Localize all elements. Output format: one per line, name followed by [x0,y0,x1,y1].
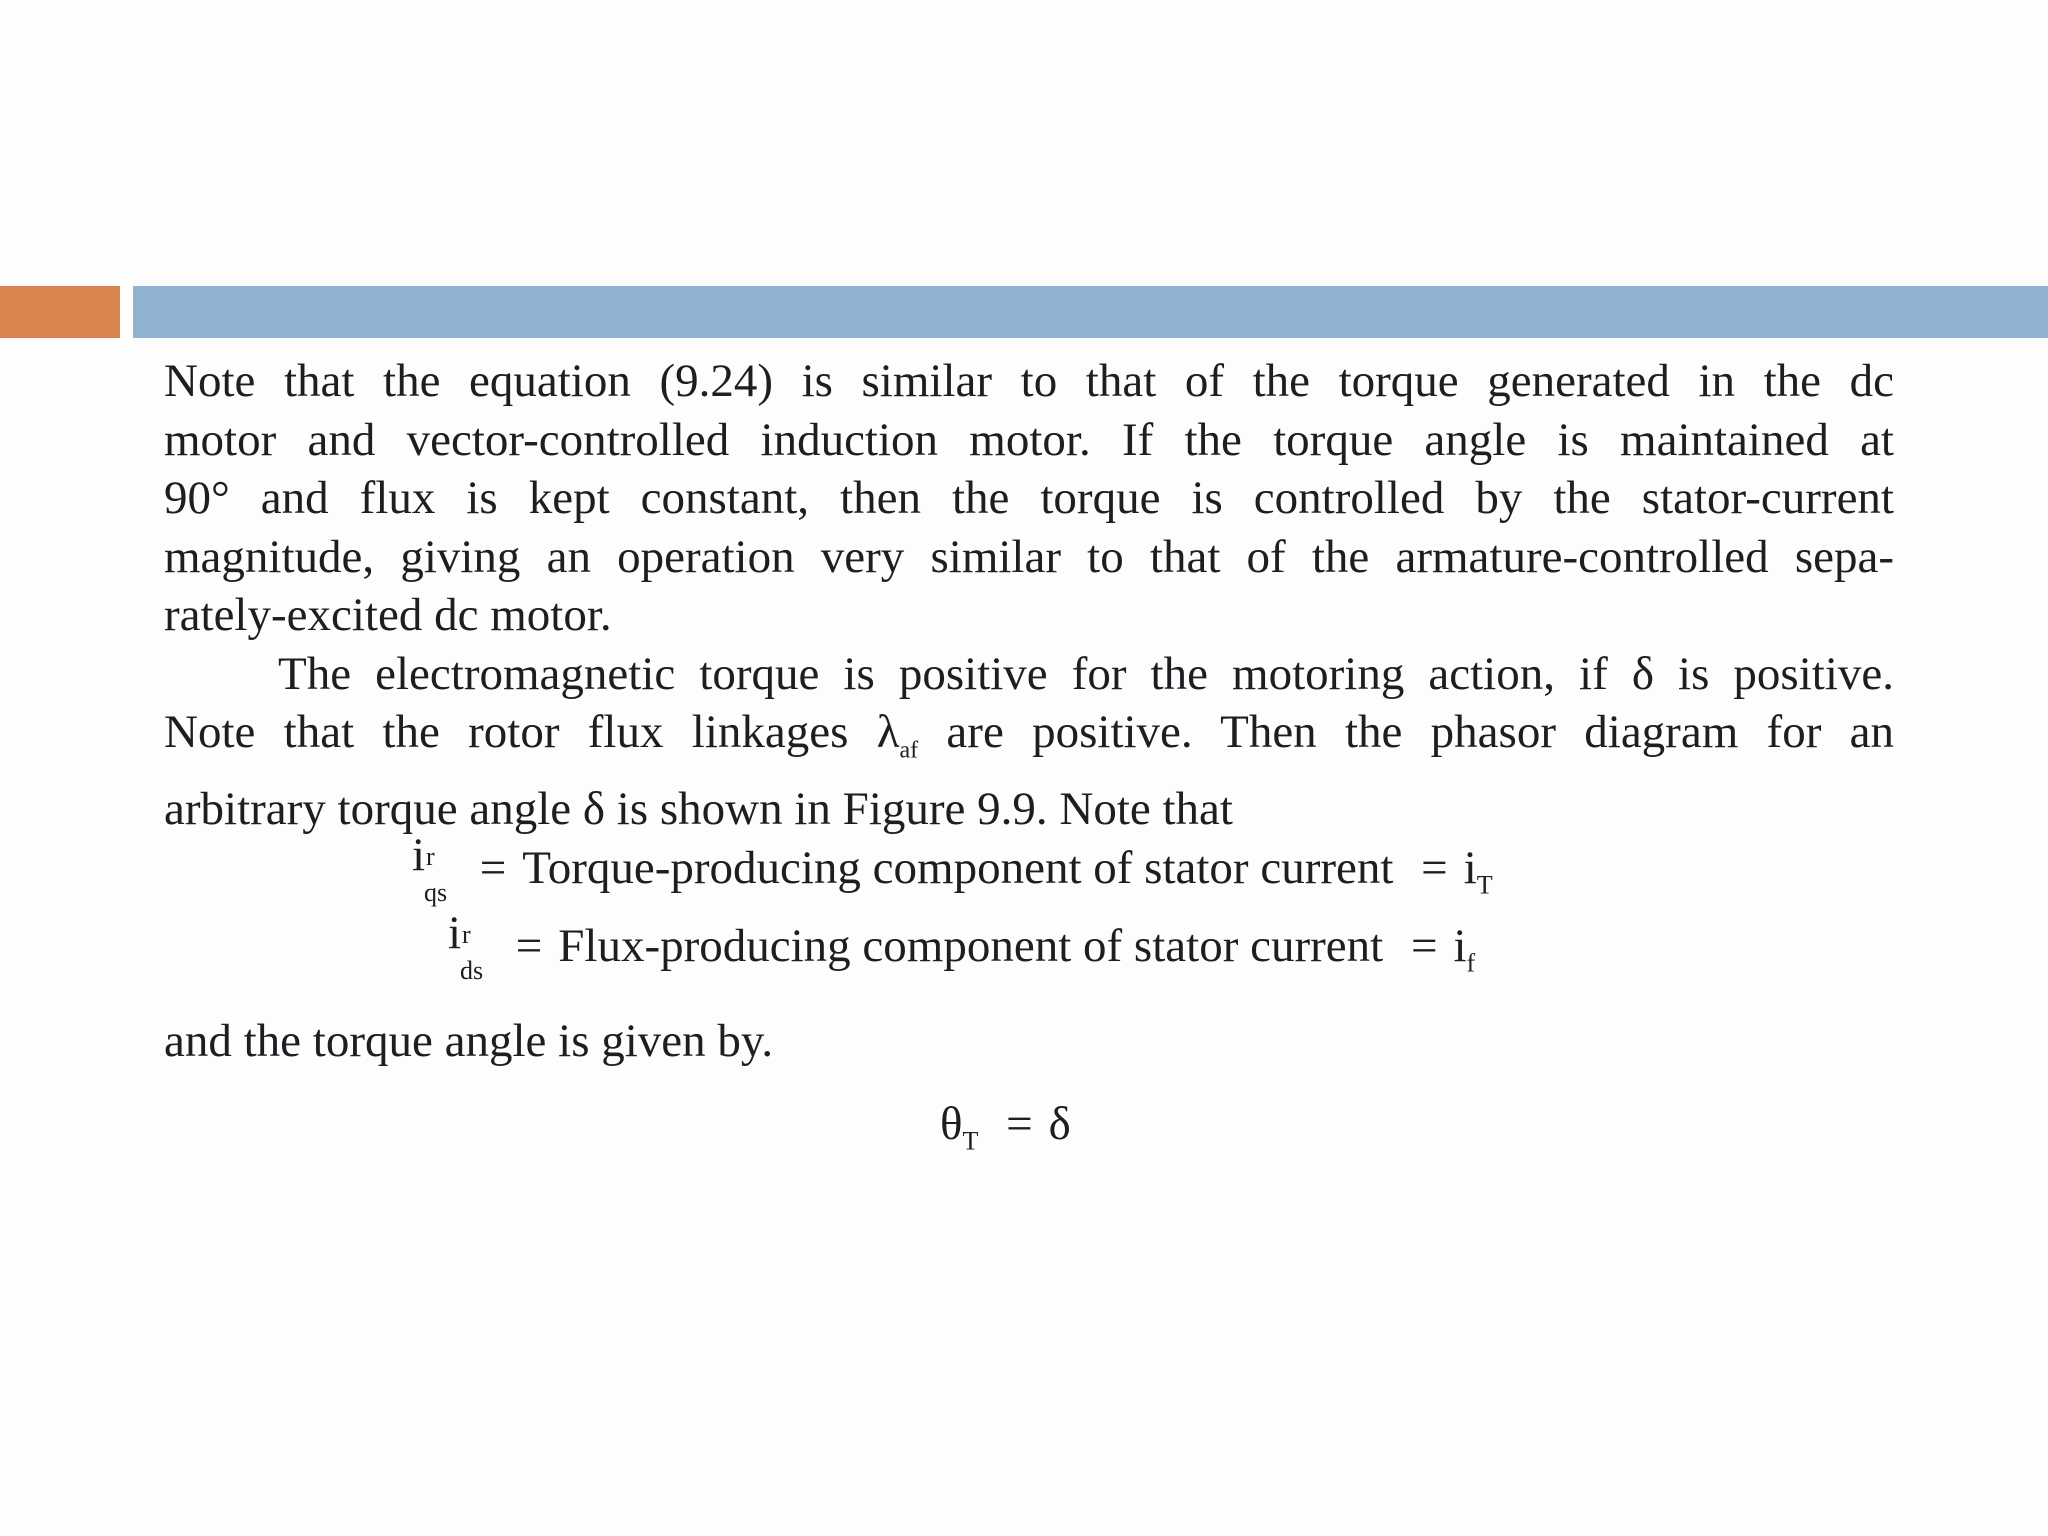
paragraph2-line: Note that the rotor flux linkages $\lambda_{af}$ are positive. Then the phasor diagram for an [164,706,1894,764]
equation-torque-angle [940,1096,1071,1169]
equals-sign: = [515,920,543,972]
equals-sign: = [1006,1098,1033,1150]
equation-description: Flux-producing component of stator current [558,920,1384,972]
slide-accent-bar [0,286,120,338]
paragraph1-line: 90° and flux is kept constant, then the torque is controlled by the stator-current [164,472,1894,524]
theta-symbol: $\theta_T$ [940,1098,979,1156]
equals-sign: = [1421,842,1448,894]
equation-rhs: $i_T$ [1463,842,1493,900]
lambda-subscript: af [899,737,919,764]
equation-flux-current [448,907,1476,991]
equals-sign: = [1410,920,1438,972]
paragraph1-line: Note that the equation (9.24) is similar to that of the torque generated in the dc [164,355,1894,407]
paragraph1-line: motor and vector-controlled induction motor. If the torque angle is maintained at [164,413,1894,466]
iqs-symbol: i r qs [412,829,448,907]
paragraph2-line: The electromagnetic torque is positive for the motoring action, if δ is positive. [278,647,1894,700]
paragraph2-line: arbitrary torque angle δ is shown in Figure 9.9. Note that [164,782,1233,835]
equation-torque-current [412,829,1493,913]
slide-header-bar [133,286,2048,338]
ids-symbol: i r ds [448,907,484,985]
equals-sign: = [479,842,507,894]
delta-symbol: δ [1048,1098,1071,1150]
equation-description: Torque-producing component of stator current [522,842,1394,894]
paragraph1-line: magnitude, giving an operation very similar to that of the armature-controlled sepa- [164,530,1894,583]
paragraph1-line: rately-excited dc motor. [164,589,612,641]
equation-rhs: $i_f$ [1453,920,1476,978]
body-text [164,352,1894,838]
paragraph3: and the torque angle is given by. [164,1015,774,1067]
